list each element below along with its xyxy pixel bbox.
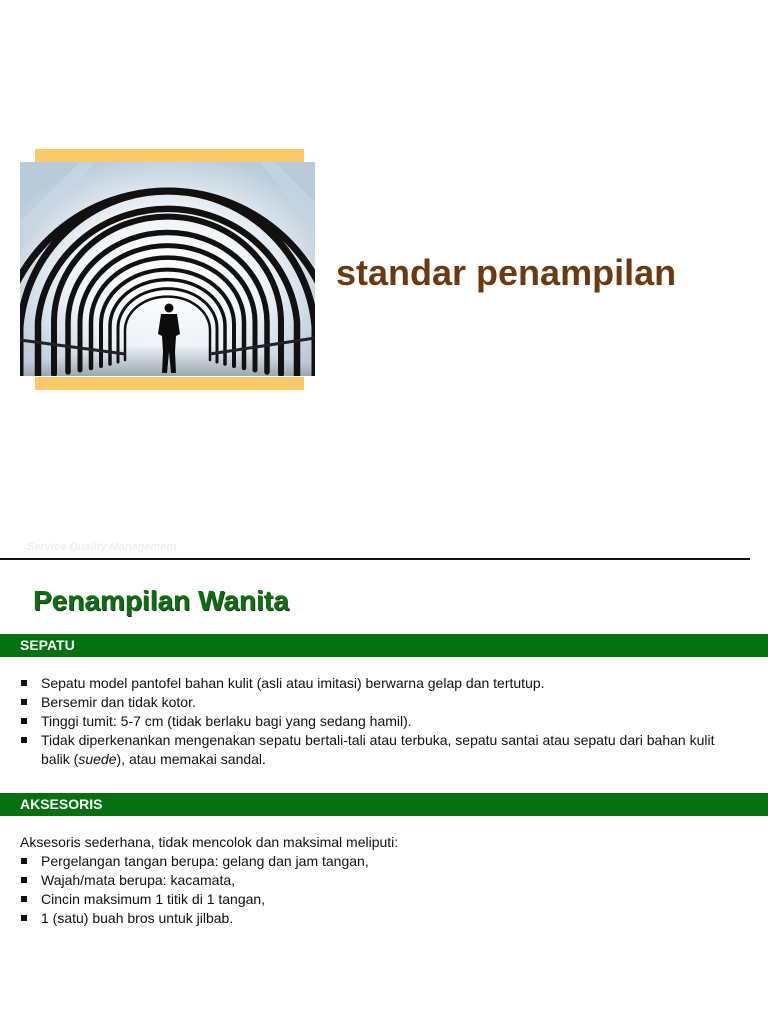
accent-bar-top (35, 149, 304, 162)
bullet-square-icon (21, 737, 27, 743)
slide-2-title: Penampilan Wanita (33, 585, 289, 616)
accent-bar-bottom (35, 377, 304, 390)
bullet-square-icon (21, 896, 27, 902)
sepatu-list (20, 674, 740, 769)
tunnel-image (20, 162, 315, 376)
footer-text: Service Quality Management (27, 541, 177, 553)
list-item: Tidak diperkenankan mengenakan sepatu bertali-tali atau terbuka, sepatu santai atau sepatu dari bahan kulit balik (suede), atau memakai sandal. (20, 731, 740, 769)
bullet-square-icon (21, 718, 27, 724)
bullet-square-icon (21, 680, 27, 686)
tunnel-illustration (20, 162, 315, 376)
list-item: Tinggi tumit: 5-7 cm (tidak berlaku bagi yang sedang hamil). (20, 712, 740, 731)
list-item: Sepatu model pantofel bahan kulit (asli atau imitasi) berwarna gelap dan tertutup. (20, 674, 740, 693)
list-item: Pergelangan tangan berupa: gelang dan jam tangan, (20, 852, 740, 871)
aksesoris-intro: Aksesoris sederhana, tidak mencolok dan maksimal meliputi: (20, 834, 399, 850)
bullet-square-icon (21, 915, 27, 921)
list-item: Wajah/mata berupa: kacamata, (20, 871, 740, 890)
bullet-square-icon (21, 699, 27, 705)
slide-divider (0, 558, 750, 560)
section-header-aksesoris: AKSESORIS (0, 793, 768, 816)
list-item: Bersemir dan tidak kotor. (20, 693, 740, 712)
list-item: 1 (satu) buah bros untuk jilbab. (20, 909, 740, 928)
bullet-square-icon (21, 877, 27, 883)
slide-1-title: standar penampilan (336, 252, 677, 293)
bullet-square-icon (21, 858, 27, 864)
list-item: Cincin maksimum 1 titik di 1 tangan, (20, 890, 740, 909)
aksesoris-list (20, 852, 740, 928)
section-header-sepatu: SEPATU (0, 634, 768, 657)
